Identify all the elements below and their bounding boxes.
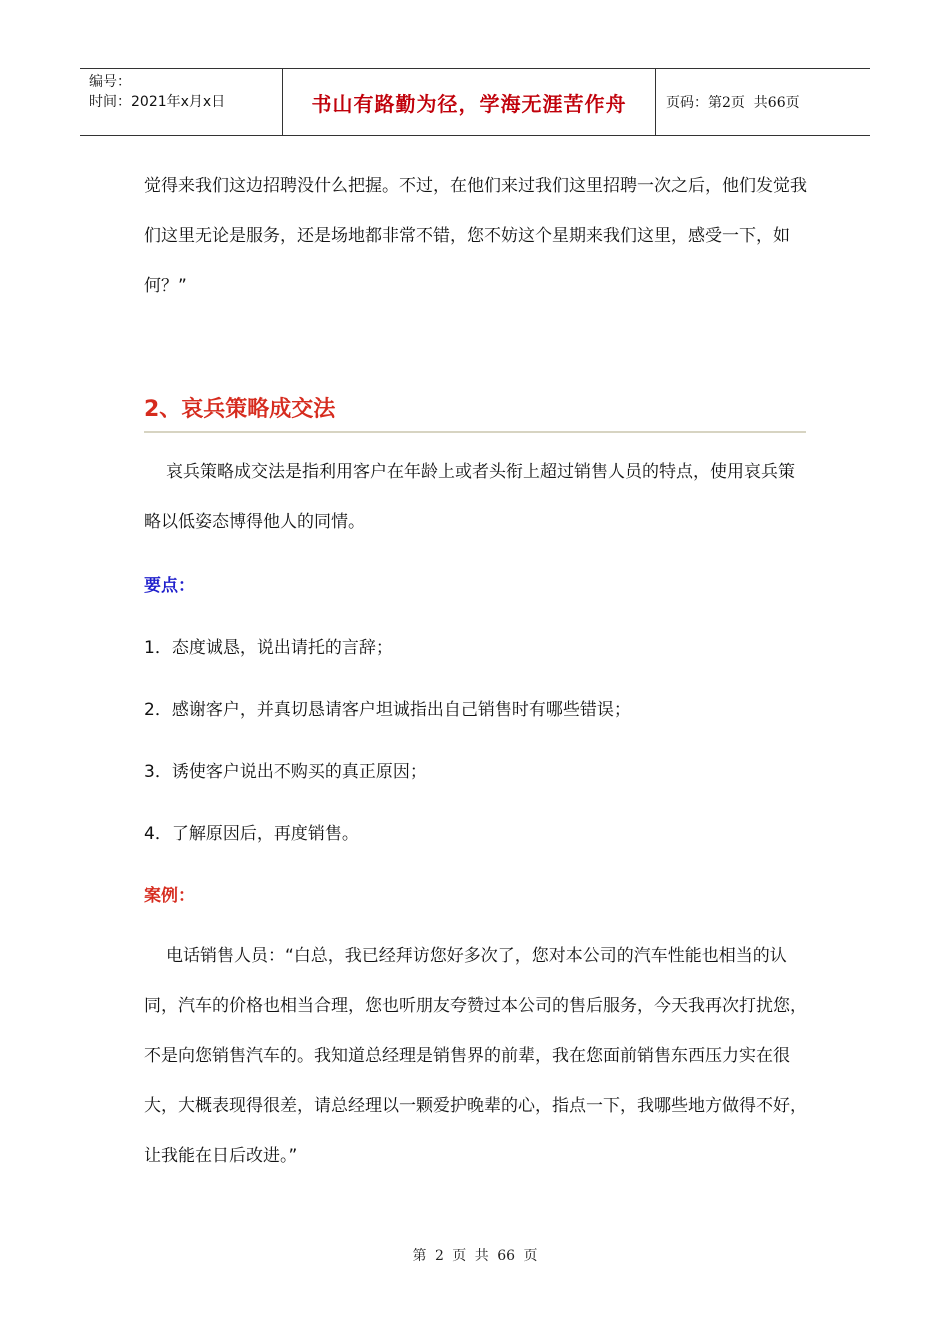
key-points-label: 要点： [144,576,195,596]
header-page-info [656,69,870,135]
header-motto: 书山有路勤为径，学海无涯苦作舟 [282,69,656,135]
case-label: 案例： [144,886,195,906]
key-point-item: 4．了解原因后，再度销售。 [144,824,359,844]
section-intro: 哀兵策略成交法是指利用客户在年龄上或者头衔上超过销售人员的特点，使用哀兵策略以低姿态博得他人的同情。 [144,462,795,532]
key-point-item: 3．诱使客户说出不购买的真正原因； [144,762,427,782]
key-point-item: 1．态度诚恳，说出请托的言辞； [144,638,393,658]
section-heading: 2、哀兵策略成交法 [144,397,336,422]
continued-paragraph: 觉得来我们这边招聘没什么把握。不过，在他们来过我们这里招聘一次之后，他们发觉我们这里无论是服务，还是场地都非常不错，您不妨这个星期来我们这里，感受一下，如何？” [144,176,807,296]
page-footer: 第 2 页 共 66 页 [412,1248,538,1264]
document-number-label: 编号： [89,74,131,90]
header-page-info-text: 页码：第2页 共66页 [666,95,800,111]
page-header [80,68,870,136]
case-text: 电话销售人员：“白总，我已经拜访您好多次了，您对本公司的汽车性能也相当的认同，汽车的价格也相当合理，您也听朋友夸赞过本公司的售后服务，今天我再次打扰您，不是向您销售汽车的。我知道总经理是销售界的前辈，我在您面前销售东西压力实在很大，大概表现得很差，请总经理以一颗爱护晚辈的心，指点一下，我哪些地方做得不好，让我能在日后改进。” [144,946,807,1166]
header-meta [80,69,282,135]
heading-divider [144,431,806,433]
key-point-item: 2．感谢客户，并真切恳请客户坦诚指出自己销售时有哪些错误； [144,700,631,720]
document-time-label: 时间：2021年x月x日 [89,94,226,110]
